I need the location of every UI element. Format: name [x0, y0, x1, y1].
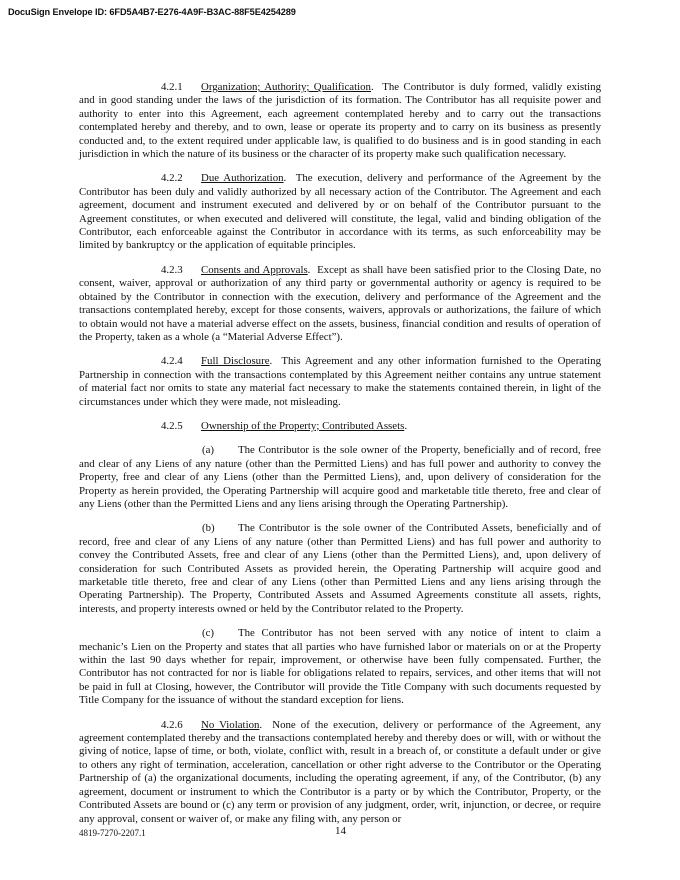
subsection-label: (b) [202, 522, 215, 535]
section-heading: Organization; Authority; Qualification [201, 81, 371, 93]
section-4-2-3: 4.2.3 Consents and Approvals. Except as shall have been satisfied prior to the Closing Date, no consent, waiver, approval or authorization of any third party or governmental authority or agency is required to be obtained by the Contributor in connection with the execution, delivery and performance of the Agreement and the transactions contemplated hereby, except for those consents, waivers, approvals or authorizations, the failure of which to obtain would not have a material adverse effect on the assets, business, financial condition and results of operation of the Property, taken as a whole (a “Material Adverse Effect”). [79, 263, 601, 343]
document-body [79, 81, 601, 837]
subsection-label: (a) [202, 444, 215, 457]
section-heading: Full Disclosure [201, 355, 270, 368]
section-text: Except as shall have been satisfied prior to the Closing Date, no consent, waiver, approval or authorization of any third party or governmental authority or agency is required to be obtained by the Contributor in connection with the execution, delivery and performance of the Agreement and the transactions contemplated hereby, except for those consents, waivers, approvals or authorizations, the failure of which to obtain would not have a material adverse effect on the assets, business, financial condition and results of operation of the Property, taken as a whole (a “Material Adverse Effect”). [79, 263, 601, 343]
section-heading: Ownership of the Property; Contributed Assets [201, 419, 405, 432]
section-number: 4.2.2 [161, 172, 183, 185]
section-4-2-2: 4.2.2 Due Authorization. The execution, delivery and performance of the Agreement by the Contributor has been duly and validly authorized by all necessary action of the Contributor. The Agreement and each agreement, document and instrument executed and delivered by or on behalf of the Contributor pursuant to the Agreement constitutes, or when executed and delivered will constitute, the legal, valid and binding obligation of the Contributor, each enforceable against the Contributor in accordance with its terms, as such enforceability may be limited by bankruptcy or the application of equitable principles. [79, 172, 601, 252]
section-heading: Due Authorization [201, 172, 284, 185]
section-number: 4.2.3 [161, 263, 183, 276]
section-heading: Consents and Approvals [201, 263, 308, 276]
section-text: None of the execution, delivery or performance of the Agreement, any agreement contemplated thereby and the transactions contemplated hereby and thereby does or will, with or without the giving of notice, lapse of time, or both, violate, conflict with, result in a breach of, or constitute a default under or give to others any right of termination, acceleration, cancellation or other right adverse to the Contributor or the Operating Partnership of (a) the organizational documents, including the operating agreement, if any, of the Contributor, (b) any agreement, document or instrument to which the Contributor is a party or by which the Contributor, Property, or the Contributed Assets are bound or (c) any term or provision of any judgment, order, writ, injunction, or decree, or require any approval, consent or waiver of, or make any filing with, any person or [79, 718, 601, 825]
section-text: The execution, delivery and performance of the Agreement by the Contributor has been duly and validly authorized by all necessary action of the Contributor. The Agreement and each agreement, document and instrument executed and delivered by or on behalf of the Contributor pursuant to the Agreement constitutes, or when executed and delivered will constitute, the legal, valid and binding obligation of the Contributor, each enforceable against the Contributor in accordance with its terms, as such enforceability may be limited by bankruptcy or the application of equitable principles. [79, 172, 601, 252]
subsection-c [79, 627, 601, 707]
section-number: 4.2.1 [161, 81, 183, 93]
section-text: This Agreement and any other information furnished to the Operating Partnership in connection with the transactions contemplated by this Agreement neither contains any untrue statement of material fact nor omits to state any material fact necessary to make the statements contained therein, in light of the circumstances under which they were made, not misleading. [79, 355, 601, 408]
subsection-text: The Contributor has not been served with any notice of intent to claim a mechanic’s Lien on the Property and states that all parties who have furnished labor or materials on or at the Property within the last 90 days whether for repair, improvement, or otherwise have been fully compensated. Further, the Contributor has not contracted for nor is liable for obligations related to repairs, services, and other items that will not be paid in full at Closing, however, the Contributor will provide the Title Company with such documents requested by Title Company for the issuance of without the standard exception for liens. [79, 627, 601, 707]
section-number: 4.2.4 [161, 355, 183, 368]
page-number: 14 [335, 825, 346, 837]
subsection-a [79, 444, 601, 511]
section-text: The Contributor is duly formed, validly existing and in good standing under the laws of the jurisdiction of its formation. The Contributor has all requisite power and authority to enter into this Agreement, each agreement contemplated hereby and to carry out the transactions contemplated hereby and thereby, and to own, lease or operate its property and to carry on its business as presently conducted and, to the extent required under applicable law, is qualified to do business and is in good standing in each jurisdiction in which the nature of its business or the character of its property make such qualification necessary. [79, 81, 602, 161]
document-id-footer: 4819-7270-2207.1 [79, 828, 146, 838]
subsection-text: The Contributor is the sole owner of the Contributed Assets, beneficially and of record, free and clear of any Liens of any nature (other than Permitted Liens) and has full power and authority to convey the Contributed Assets, free and clear of any Liens (other than the Permitted Liens), and, upon delivery of consideration for such Contributed Assets as provided herein, the Operating Partnership will acquire good and marketable title thereto, free and clear of any Liens (other than Permitted Liens and any liens arising through the Operating Partnership). The Property, Contributed Assets and Assumed Agreements constitute all assets, rights, interests, and property interests owned or held by the Contributor related to the Property. [79, 522, 601, 615]
section-4-2-4: 4.2.4 Full Disclosure. This Agreement and any other information furnished to the Operating Partnership in connection with the transactions contemplated by this Agreement neither contains any untrue statement of material fact nor omits to state any material fact necessary to make the statements contained therein, in light of the circumstances under which they were made, not misleading. [79, 355, 601, 408]
subsection-b [79, 522, 601, 616]
subsection-text: The Contributor is the sole owner of the Property, beneficially and of record, free and clear of any Liens of any nature (other than the Permitted Liens) and has full power and authority to convey the Property, free and clear of any Liens (other than the Permitted Liens), and, upon delivery of consideration for the Property as herein provided, the Operating Partnership will acquire good and marketable title thereto, free and clear of any Liens (other than the Permitted Liens and any liens arising through the Operating Partnership). [79, 444, 601, 510]
section-4-2-6: 4.2.6 No Violation. None of the execution, delivery or performance of the Agreement, any agreement contemplated thereby and the transactions contemplated hereby and thereby does or will, with or without the giving of notice, lapse of time, or both, violate, conflict with, result in a breach of, or constitute a default under or give to others any right of termination, acceleration, cancellation or other right adverse to the Contributor or the Operating Partnership of (a) the organizational documents, including the operating agreement, if any, of the Contributor, (b) any agreement, document or instrument to which the Contributor is a party or by which the Contributor, Property, or the Contributed Assets are bound or (c) any term or provision of any judgment, order, writ, injunction, or decree, or require any approval, consent or waiver of, or make any filing with, any person or [79, 718, 601, 825]
section-number: 4.2.5 [161, 419, 183, 432]
section-number: 4.2.6 [161, 718, 183, 731]
subsection-label: (c) [202, 627, 215, 640]
section-4-2-1: 4.2.1 Organization; Authority; Qualification. The Contributor is duly formed, validly existing and in good standing under the laws of the jurisdiction of its formation. The Contributor has all requisite power and authority to enter into this Agreement, each agreement contemplated hereby and to carry out the transactions contemplated hereby and thereby, and to own, lease or operate its property and to carry on its business as presently conducted and, to the extent required under applicable law, is qualified to do business and is in good standing in each jurisdiction in which the nature of its business or the character of its property make such qualification necessary. [79, 81, 602, 161]
section-4-2-5: 4.2.5 Ownership of the Property; Contributed Assets. [161, 419, 408, 432]
section-heading: No Violation [201, 718, 260, 731]
docusign-envelope-id: DocuSign Envelope ID: 6FD5A4B7-E276-4A9F-B3AC-88F5E4254289 [8, 7, 296, 17]
